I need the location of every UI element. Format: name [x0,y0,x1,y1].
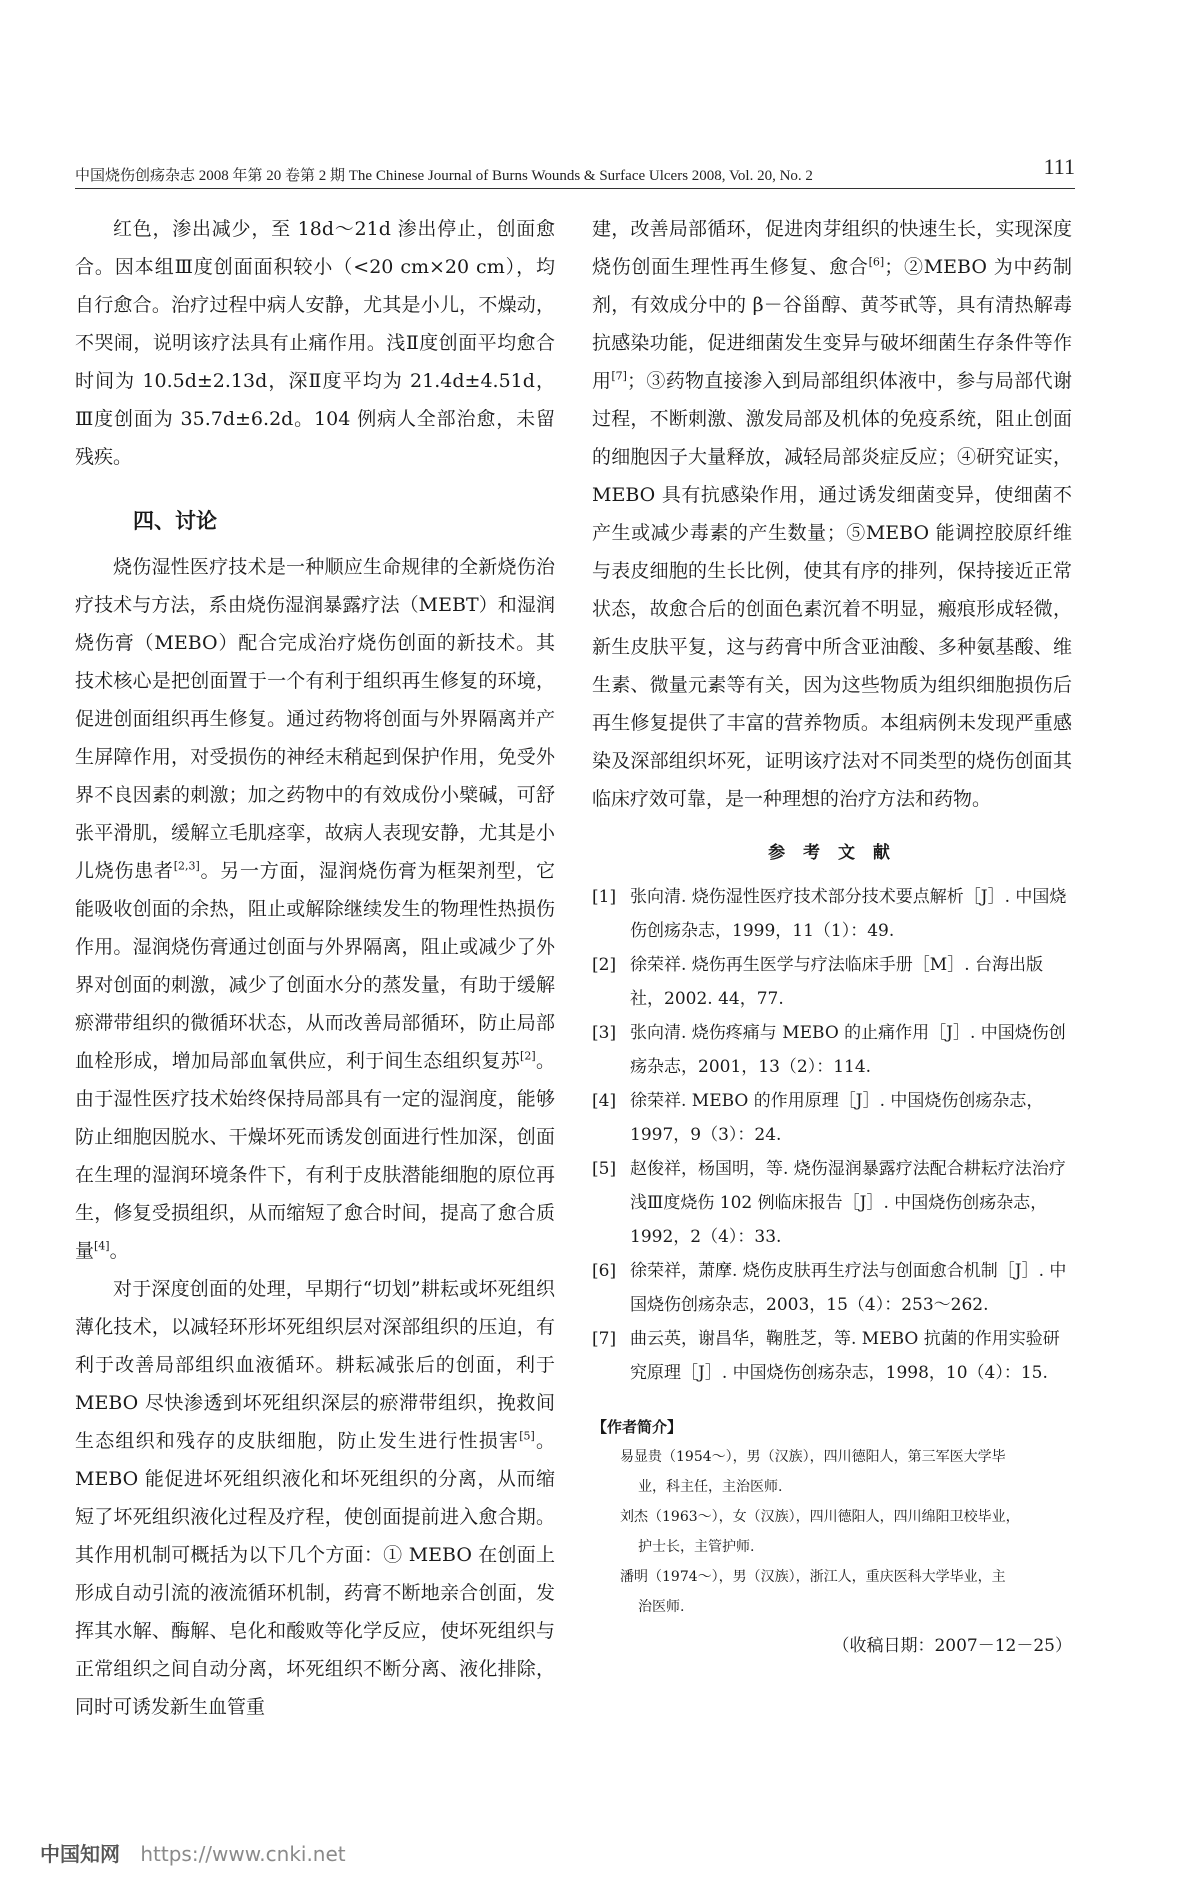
reference-item: [6] 徐荣祥，萧摩. 烧伤皮肤再生疗法与创面愈合机制［J］. 中国烧伤创疡杂志，2003，15（4）：253～262. [592,1261,1067,1315]
citation: [7] [611,369,627,383]
right-column [592,210,1072,1662]
page-number: 111 [1043,154,1075,179]
citation: [2,3] [173,859,200,873]
left-column [75,210,555,1726]
author-heading: 【作者简介】 [592,1418,683,1436]
author-entry: 潘明（1974～），男（汉族），浙江人，重庆医科大学毕业，主 治医师. [620,1569,1006,1615]
citation: [4] [94,1239,110,1253]
reference-item: [1] 张向清. 烧伤湿性医疗技术部分技术要点解析［J］. 中国烧伤创疡杂志，1999，11（1）：49. [592,887,1067,941]
cnki-url[interactable]: https://www.cnki.net [140,1842,346,1866]
author-info [592,1412,1072,1622]
reference-item: [3] 张向清. 烧伤疼痛与 MEBO 的止痛作用［J］. 中国烧伤创疡杂志，2001，13（2）：114. [592,1023,1066,1077]
reference-list [592,880,1072,1390]
paragraph-discussion-2: 对于深度创面的处理，早期行“切划”耕耘或坏死组织薄化技术，以减轻环形坏死组织层对深部组织的压迫，有利于改善局部组织血液循环。耕耘减张后的创面，利于 MEBO 尽快渗透到坏死组织深层的瘀滞带组织，挽救间生态组织和残存的皮肤细胞，防止发生进行性损害[5]。MEBO 能促进坏死组织液化和坏死组织的分离，从而缩短了坏死组织液化过程及疗程，使创面提前进入愈合期。其作用机制可概括为以下几个方面：① MEBO 在创面上形成自动引流的液流循环机制，药膏不断地亲合创面，发挥其水解、酶解、皂化和酸败等化学反应，使坏死组织与正常组织之间自动分离，坏死组织不断分离、液化排除，同时可诱发新生血管重 [75,1278,555,1718]
author-entry: 易显贵（1954～），男（汉族），四川德阳人，第三军医大学毕 业，科主任，主治医师. [620,1449,1006,1495]
paragraph-results-end: 红色，渗出减少，至 18d～21d 渗出停止，创面愈合。因本组Ⅲ度创面面积较小（<20 cm×20 cm），均自行愈合。治疗过程中病人安静，尤其是小儿，不燥动，不哭闹，说明该疗法具有止痛作用。浅Ⅱ度创面平均愈合时间为 10.5d±2.13d，深Ⅱ度平均为 21.4d±4.51d，Ⅲ度创面为 35.7d±6.2d。104 例病人全部治愈，未留残疾。 [75,218,555,468]
journal-header-text: 中国烧伤创疡杂志 2008 年第 20 卷第 2 期 The Chinese Journal of Burns Wounds & Surface Ulcers 2008, Vol. 20, No. 2 [75,168,813,184]
citation: [6] [868,255,885,269]
received-date: （收稿日期：2007－12－25） [832,1636,1072,1656]
reference-item: [4] 徐荣祥. MEBO 的作用原理［J］. 中国烧伤创疡杂志，1997，9（3）：24. [592,1091,1044,1145]
watermark-footer [40,1838,346,1867]
reference-item: [7] 曲云英，谢昌华，鞠胜芝，等. MEBO 抗菌的作用实验研究原理［J］. 中国烧伤创疡杂志，1998，10（4）：15. [592,1329,1060,1383]
citation: [2] [520,1049,536,1063]
reference-item: [2] 徐荣祥. 烧伤再生医学与疗法临床手册［M］. 台海出版社，2002. 44，77. [592,955,1044,1009]
reference-item: [5] 赵俊祥，杨国明，等. 烧伤湿润暴露疗法配合耕耘疗法治疗浅Ⅲ度烧伤 102 例临床报告［J］. 中国烧伤创疡杂志，1992，2（4）：33. [592,1159,1066,1247]
cnki-logo: 中国知网 [40,1842,120,1866]
section-heading-discussion: 四、讨论 [133,509,217,533]
author-entry: 刘杰（1963～），女（汉族），四川德阳人，四川绵阳卫校毕业， 护士长，主管护师. [620,1509,1020,1555]
paragraph-discussion-1: 烧伤湿性医疗技术是一种顺应生命规律的全新烧伤治疗技术与方法，系由烧伤湿润暴露疗法（MEBT）和湿润烧伤膏（MEBO）配合完成治疗烧伤创面的新技术。其技术核心是把创面置于一个有利于组织再生修复的环境，促进创面组织再生修复。通过药物将创面与外界隔离并产生屏障作用，对受损伤的神经末稍起到保护作用，免受外界不良因素的刺激；加之药物中的有效成份小檗碱，可舒张平滑肌，缓解立毛肌痉挛，故病人表现安静，尤其是小儿烧伤患者[2,3]。另一方面，湿润烧伤膏为框架剂型，它能吸收创面的余热，阻止或解除继续发生的物理性热损伤作用。湿润烧伤膏通过创面与外界隔离，阻止或减少了外界对创面的刺激，减少了创面水分的蒸发量，有助于缓解瘀滞带组织的微循环状态，从而改善局部循环，防止局部血栓形成，增加局部血氧供应，利于间生态组织复苏[2]。由于湿性医疗技术始终保持局部具有一定的湿润度，能够防止细胞因脱水、干燥坏死而诱发创面进行性加深，创面在生理的湿润环境条件下，有利于皮肤潜能细胞的原位再生，修复受损组织，从而缩短了愈合时间，提高了愈合质量[4]。 [75,556,555,1262]
references-heading: 参 考 文 献 [768,843,896,863]
running-header [75,154,1075,189]
paragraph-discussion-continued: 建，改善局部循环，促进肉芽组织的快速生长，实现深度烧伤创面生理性再生修复、愈合[6]；②MEBO 为中药制剂，有效成分中的 β－谷甾醇、黄芩甙等，具有清热解毒抗感染功能，促进细菌发生变异与破坏细菌生存条件等作用[7]；③药物直接渗入到局部组织体液中，参与局部代谢过程，不断刺激、激发局部及机体的免疫系统，阻止创面的细胞因子大量释放，减轻局部炎症反应；④研究证实，MEBO 具有抗感染作用，通过诱发细菌变异，使细菌不产生或减少毒素的产生数量；⑤MEBO 能调控胶原纤维与表皮细胞的生长比例，使其有序的排列，保持接近正常状态，故愈合后的创面色素沉着不明显，瘢痕形成轻微，新生皮肤平复，这与药膏中所含亚油酸、多种氨基酸、维生素、微量元素等有关，因为这些物质为组织细胞损伤后再生修复提供了丰富的营养物质。本组病例未发现严重感染及深部组织坏死，证明该疗法对不同类型的烧伤创面其临床疗效可靠，是一种理想的治疗方法和药物。 [592,218,1072,810]
citation: [5] [519,1429,535,1443]
